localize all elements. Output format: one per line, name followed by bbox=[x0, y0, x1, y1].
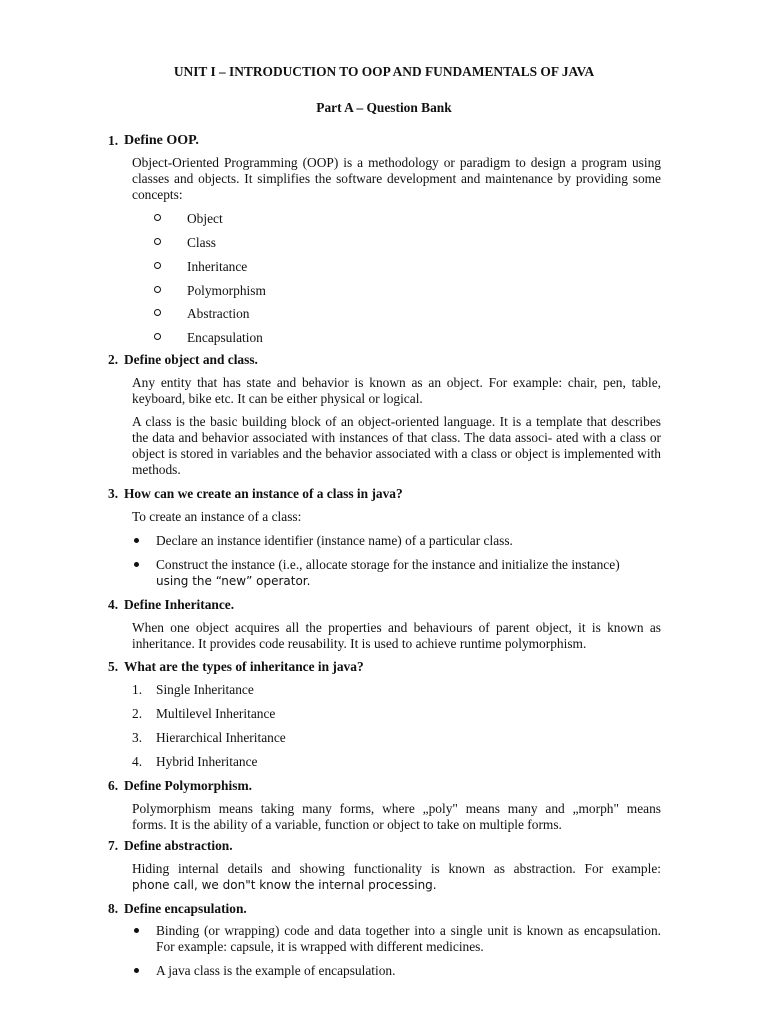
list-number: 1. bbox=[132, 682, 143, 697]
list-item: Polymorphism bbox=[187, 283, 266, 298]
circle-bullet-icon bbox=[154, 238, 161, 245]
list-item: Binding (or wrapping) code and data together into a single unit is known as encapsulation. For example: capsule, it is wrapped with different medicines. bbox=[156, 923, 661, 954]
question-title: Define encapsulation. bbox=[124, 901, 247, 916]
list-number: 2. bbox=[132, 706, 143, 721]
question-title: What are the types of inheritance in java? bbox=[124, 659, 364, 674]
bullet-icon bbox=[134, 538, 139, 543]
circle-bullet-icon bbox=[154, 214, 161, 221]
list-item: Abstraction bbox=[187, 306, 250, 321]
document-subtitle: Part A – Question Bank bbox=[316, 100, 452, 115]
list-item: Single Inheritance bbox=[156, 682, 254, 697]
list-item-continuation: using the “new” operator. bbox=[156, 574, 311, 588]
document-title: UNIT I – INTRODUCTION TO OOP AND FUNDAMENTALS OF JAVA bbox=[173, 64, 595, 79]
list-item: Hybrid Inheritance bbox=[156, 754, 258, 769]
question-title: Define object and class. bbox=[124, 352, 258, 367]
answer-paragraph-line: forms. It is the ability of a variable, function or object to take on multiple forms. bbox=[132, 817, 562, 832]
question-number: 4. bbox=[108, 597, 119, 612]
question-number: 2. bbox=[108, 352, 119, 367]
bullet-icon bbox=[134, 968, 139, 973]
answer-paragraph-line: phone call, we don"t know the internal processing. bbox=[132, 878, 437, 892]
question-title: Define OOP. bbox=[124, 133, 199, 148]
question-title: How can we create an instance of a class in java? bbox=[124, 486, 403, 501]
bullet-icon bbox=[134, 562, 139, 567]
list-number: 3. bbox=[132, 730, 143, 745]
question-title: Define Inheritance. bbox=[124, 597, 235, 612]
list-item: A java class is the example of encapsulation. bbox=[156, 963, 396, 978]
question-number: 3. bbox=[108, 486, 119, 501]
list-item: Inheritance bbox=[187, 259, 248, 274]
list-number: 4. bbox=[132, 754, 143, 769]
circle-bullet-icon bbox=[154, 309, 161, 316]
circle-bullet-icon bbox=[154, 333, 161, 340]
list-item: Class bbox=[187, 235, 217, 250]
question-number: 1. bbox=[108, 133, 119, 148]
answer-paragraph: When one object acquires all the properties and behaviours of parent object, it is known as inheritance. It provides code reusability. It is used to achieve runtime polymorphism. bbox=[132, 620, 661, 651]
circle-bullet-icon bbox=[154, 262, 161, 269]
question-number: 5. bbox=[108, 659, 119, 674]
question-title: Define Polymorphism. bbox=[124, 778, 252, 793]
answer-paragraph: Object-Oriented Programming (OOP) is a methodology or paradigm to design a program using classes and objects. It simplifies the software development and maintenance by providing some concepts: bbox=[132, 155, 661, 202]
answer-paragraph: Any entity that has state and behavior is known as an object. For example: chair, pen, table, keyboard, bike etc. It can be either physical or logical. bbox=[132, 375, 661, 406]
circle-bullet-icon bbox=[154, 286, 161, 293]
answer-paragraph: To create an instance of a class: bbox=[132, 509, 302, 524]
question-number: 7. bbox=[108, 838, 119, 853]
bullet-icon bbox=[134, 928, 139, 933]
question-number: 8. bbox=[108, 901, 119, 916]
question-number: 6. bbox=[108, 778, 119, 793]
list-item: Hierarchical Inheritance bbox=[156, 730, 286, 745]
list-item: Construct the instance (i.e., allocate storage for the instance and initialize the instance) bbox=[156, 557, 620, 572]
answer-paragraph-line: Hiding internal details and showing functionality is known as abstraction. For example: bbox=[132, 861, 661, 876]
list-item: Declare an instance identifier (instance name) of a particular class. bbox=[156, 533, 513, 548]
list-item: Encapsulation bbox=[187, 330, 263, 345]
list-item: Multilevel Inheritance bbox=[156, 706, 276, 721]
answer-paragraph: A class is the basic building block of an object-oriented language. It is a template that describes the data and behavior associated with instances of that class. The data associ- ated with a class or object is stored in variables and the behavior associated with a class or object is implemented with methods. bbox=[132, 414, 661, 477]
list-item: Object bbox=[187, 211, 223, 226]
question-title: Define abstraction. bbox=[124, 838, 233, 853]
answer-paragraph-line: Polymorphism means taking many forms, where „poly" means many and „morph" means bbox=[132, 801, 661, 816]
